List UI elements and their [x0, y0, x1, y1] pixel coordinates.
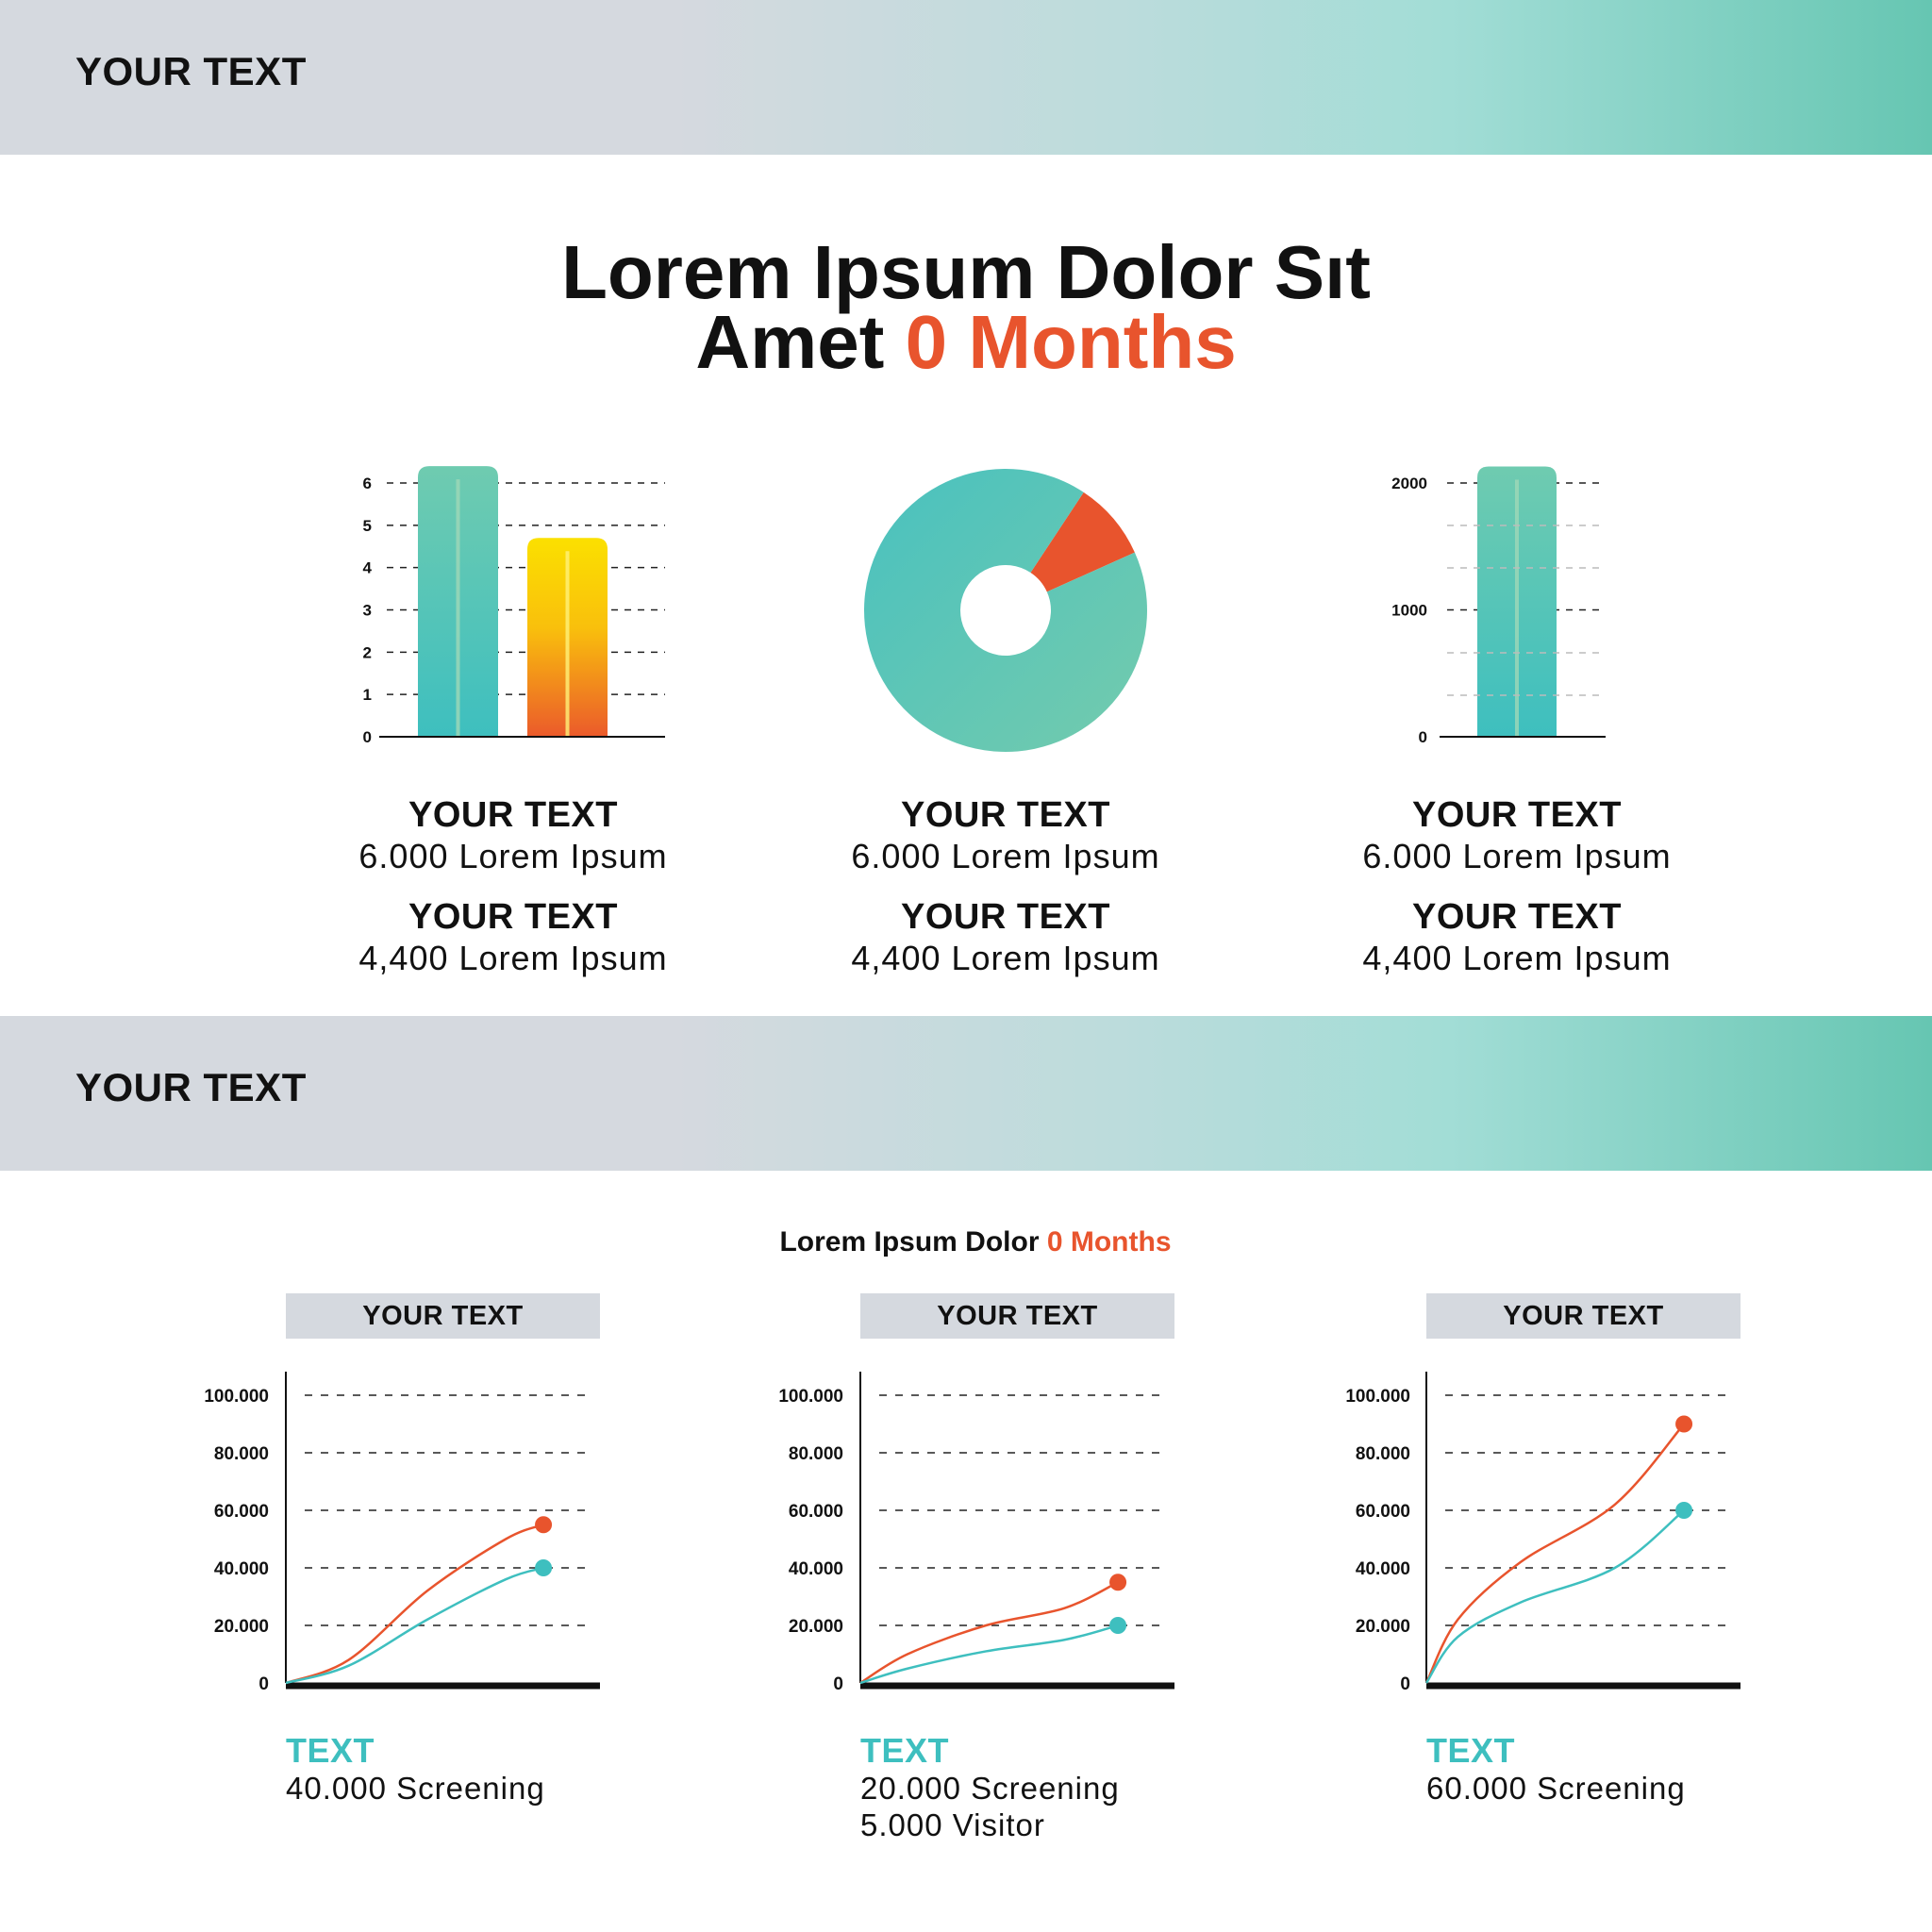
line-caption-2 — [860, 1732, 1120, 1843]
sub-headline-accent: 0 Months — [1046, 1226, 1172, 1257]
series-end-point — [1675, 1416, 1692, 1433]
y-tick-label: 3 — [362, 601, 372, 620]
series-line — [860, 1582, 1118, 1683]
series-end-point — [535, 1516, 552, 1533]
y-tick-label: 100.000 — [204, 1387, 269, 1407]
headline-line-2-prefix: Amet — [695, 300, 885, 384]
bar-chart-left — [363, 466, 665, 746]
y-tick-label: 80.000 — [1355, 1444, 1410, 1464]
y-tick-label: 40.000 — [788, 1559, 843, 1579]
headline-line-1: Lorem Ipsum Dolor Sıt — [561, 230, 1371, 314]
stat-label: YOUR TEXT — [1412, 795, 1622, 835]
y-tick-label: 0 — [362, 728, 372, 746]
stat-value: 6.000 Lorem Ipsum — [1362, 837, 1672, 875]
series-line — [286, 1524, 543, 1683]
stat-label: YOUR TEXT — [408, 897, 618, 937]
line-chart-2 — [778, 1372, 1174, 1694]
caption-label: TEXT — [860, 1731, 950, 1770]
y-tick-label: 0 — [1418, 728, 1427, 746]
series-end-point — [1675, 1502, 1692, 1519]
stat-label: YOUR TEXT — [1412, 897, 1622, 937]
bar-chart-right — [1391, 467, 1606, 746]
caption-line: 60.000 Screening — [1426, 1771, 1686, 1806]
section-header-label: YOUR TEXT — [75, 49, 307, 93]
stat-block-1 — [268, 794, 758, 998]
y-tick-label: 60.000 — [213, 1502, 269, 1522]
y-tick-label: 1000 — [1391, 601, 1427, 620]
stat-block-2 — [760, 794, 1251, 998]
line-chart-3 — [1345, 1372, 1740, 1694]
y-tick-label: 4 — [362, 558, 372, 577]
series-line — [1426, 1510, 1684, 1683]
y-tick-label: 40.000 — [1355, 1559, 1410, 1579]
caption-line: 5.000 Visitor — [860, 1807, 1045, 1842]
line-caption-3 — [1426, 1732, 1686, 1807]
section-2-label: YOUR TEXT — [75, 1065, 307, 1109]
y-tick-label: 80.000 — [213, 1444, 269, 1464]
y-tick-label: 6 — [362, 475, 372, 492]
stat-value: 6.000 Lorem Ipsum — [358, 837, 668, 875]
stat-label: YOUR TEXT — [901, 795, 1110, 835]
caption-line: 20.000 Screening — [860, 1771, 1120, 1806]
line-chart-2-title: YOUR TEXT — [860, 1293, 1174, 1339]
stat-label: YOUR TEXT — [408, 795, 618, 835]
caption-label: TEXT — [1426, 1731, 1516, 1770]
y-tick-label: 20.000 — [213, 1617, 269, 1637]
stat-value: 6.000 Lorem Ipsum — [851, 837, 1160, 875]
line-caption-1 — [286, 1732, 545, 1807]
y-tick-label: 100.000 — [778, 1387, 843, 1407]
series-end-point — [1109, 1617, 1126, 1634]
y-tick-label: 0 — [258, 1674, 269, 1694]
stat-value: 4,400 Lorem Ipsum — [851, 939, 1160, 977]
headline-line-2-accent: 0 Months — [905, 300, 1237, 384]
y-tick-label: 0 — [1400, 1674, 1410, 1694]
caption-line: 40.000 Screening — [286, 1771, 545, 1806]
y-tick-label: 60.000 — [788, 1502, 843, 1522]
caption-label: TEXT — [286, 1731, 375, 1770]
section-2-band — [0, 1016, 1932, 1171]
sub-headline-prefix: Lorem Ipsum Dolor — [779, 1226, 1040, 1257]
line-chart-1 — [204, 1372, 600, 1694]
stat-value: 4,400 Lorem Ipsum — [358, 939, 668, 977]
y-tick-label: 20.000 — [788, 1617, 843, 1637]
sub-headline — [0, 1226, 1932, 1258]
stat-block-3 — [1272, 794, 1762, 998]
y-tick-label: 40.000 — [213, 1559, 269, 1579]
series-line — [860, 1625, 1118, 1683]
y-tick-label: 2 — [362, 643, 372, 662]
series-end-point — [535, 1559, 552, 1576]
line-chart-1-title: YOUR TEXT — [286, 1293, 600, 1339]
series-line — [1426, 1424, 1684, 1684]
y-tick-label: 5 — [362, 516, 372, 535]
stat-label: YOUR TEXT — [901, 897, 1110, 937]
y-tick-label: 1 — [362, 686, 372, 705]
y-tick-label: 80.000 — [788, 1444, 843, 1464]
y-tick-label: 20.000 — [1355, 1617, 1410, 1637]
y-tick-label: 2000 — [1391, 475, 1427, 492]
donut-chart — [864, 469, 1147, 752]
y-tick-label: 100.000 — [1345, 1387, 1410, 1407]
series-end-point — [1109, 1574, 1126, 1591]
y-tick-label: 0 — [833, 1674, 843, 1694]
stat-value: 4,400 Lorem Ipsum — [1362, 939, 1672, 977]
line-chart-3-title: YOUR TEXT — [1426, 1293, 1740, 1339]
y-tick-label: 60.000 — [1355, 1502, 1410, 1522]
